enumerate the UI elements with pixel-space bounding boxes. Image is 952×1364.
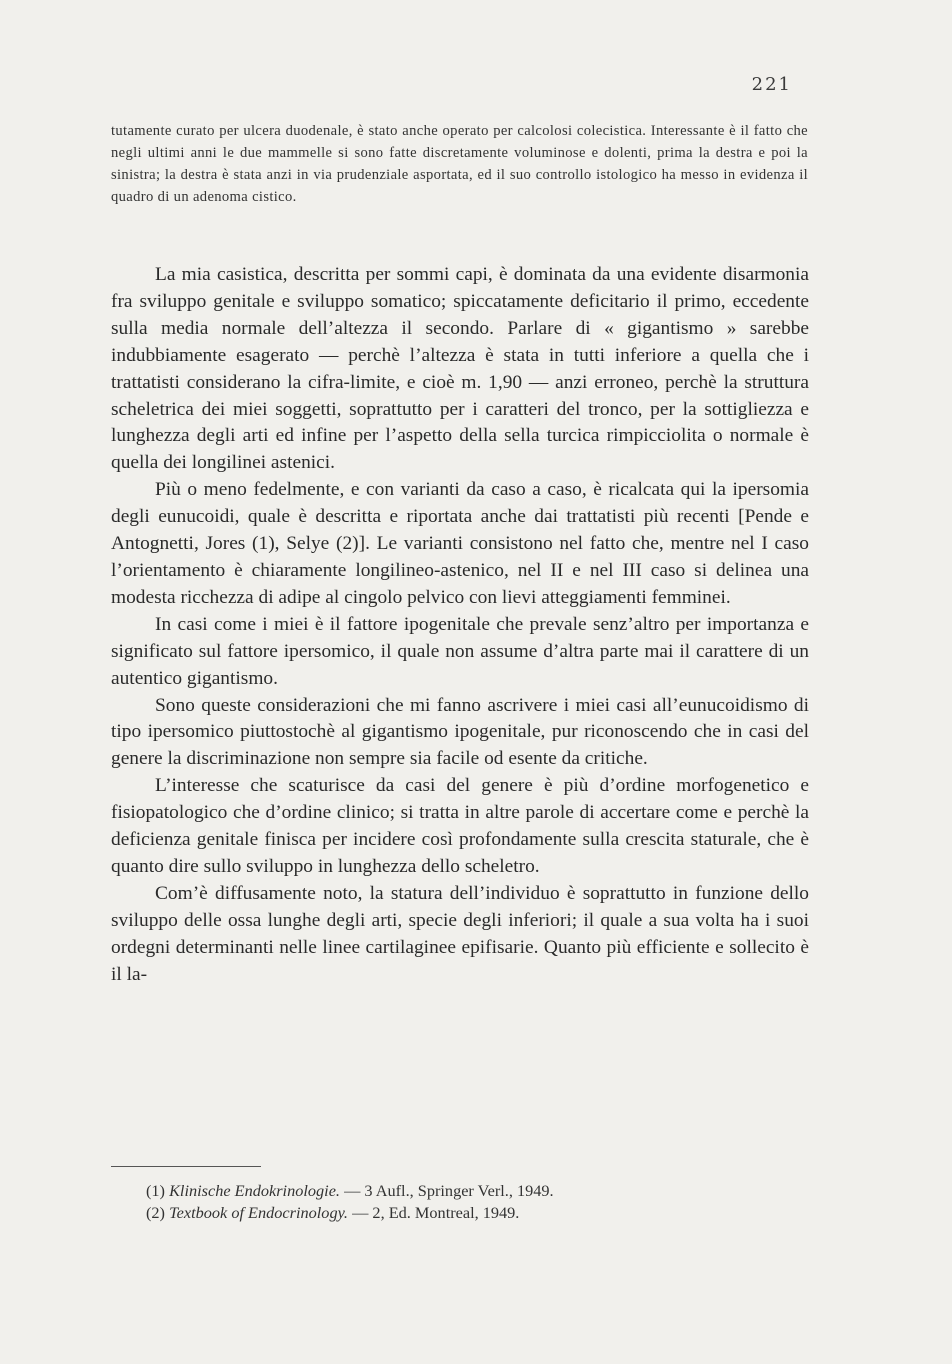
footnote-1-marker: (1) xyxy=(146,1181,165,1200)
body-paragraph-1: La mia casistica, descritta per sommi capi, è dominata da una evidente disarmonia fra sviluppo genitale e sviluppo somatico; spiccatamente deficitario il primo, eccedente sulla media normale dell’altezza il secondo. Parlare di « gigantismo » sarebbe indubbiamente esagerato — perchè l’altezza è stata in tutti inferiore a quella che i trattatisti considerano la cifra-limite, e cioè m. 1,90 — anzi erroneo, perchè la struttura scheletrica dei miei soggetti, soprattutto per i caratteri del tronco, per la sottigliezza e lunghezza degli arti ed infine per l’aspetto della sella turcica rimpicciolita o normale è quella dei longilinei astenici. xyxy=(111,264,809,474)
main-text xyxy=(111,262,809,988)
footnote-1-details: — 3 Aufl., Springer Verl., 1949. xyxy=(340,1181,554,1200)
footnote-1 xyxy=(146,1180,796,1202)
case-report-continuation xyxy=(111,120,808,208)
preamble-paragraph: tutamente curato per ulcera duodenale, è stato anche operato per calcolosi colecistica. Interessante è il fatto che negli ultimi anni le due mammelle si sono fatte discretamente voluminose e dolenti, prima la destra e poi la sinistra; la destra è stata anzi in via prudenziale asportata, ed il suo controllo istologico ha messo in evidenza il quadro di un adenoma cistico. xyxy=(111,123,808,205)
body-paragraph-2: Più o meno fedelmente, e con varianti da caso a caso, è ricalcata qui la ipersomia degli eunucoidi, quale è descritta e riportata anche dai trattatisti più recenti [Pende e Antognetti, Jores (1), Selye (2)]. Le varianti consistono nel fatto che, mentre nel I caso l’orientamento è chiaramente longilineo-astenico, nel II e nel III caso si delinea una modesta ricchezza di adipe al cingolo pelvico con lievi atteggiamenti femminei. xyxy=(111,479,809,608)
body-paragraph-5: L’interesse che scaturisce da casi del genere è più d’ordine morfogenetico e fisiopatologico che d’ordine clinico; si tratta in altre parole di accertare come e perchè la deficienza genitale finisca per incidere così profondamente sulla crescita staturale, che è quanto dire sullo sviluppo in lunghezza dello scheletro. xyxy=(111,775,809,877)
footnote-1-title: Klinische Endokrinologie. xyxy=(169,1181,340,1200)
footnote-2-title: Textbook of Endocrinology. xyxy=(169,1203,348,1222)
footnotes xyxy=(146,1180,796,1224)
footnote-2-details: — 2, Ed. Montreal, 1949. xyxy=(348,1203,520,1222)
page-number: 221 xyxy=(751,74,792,95)
footnote-divider xyxy=(111,1166,261,1167)
body-paragraph-6: Com’è diffusamente noto, la statura dell’individuo è soprattutto in funzione dello sviluppo delle ossa lunghe degli arti, specie degli inferiori; il quale a sua volta ha i suoi ordegni determinanti nelle linee cartilaginee epifisarie. Quanto più efficiente e sollecito è il la- xyxy=(111,882,809,985)
footnote-2-marker: (2) xyxy=(146,1203,165,1222)
footnote-2 xyxy=(146,1202,796,1224)
body-paragraph-4: Sono queste considerazioni che mi fanno ascrivere i miei casi all’eunucoidismo di tipo ipersomico piuttostochè al gigantismo ipogenitale, pur riconoscendo che in casi del genere la discriminazione non sempre sia facile od esente da critiche. xyxy=(111,694,809,770)
body-paragraph-3: In casi come i miei è il fattore ipogenitale che prevale senz’altro per importanza e significato sul fattore ipersomico, il quale non assume d’altra parte mai il carattere di un autentico gigantismo. xyxy=(111,613,809,689)
